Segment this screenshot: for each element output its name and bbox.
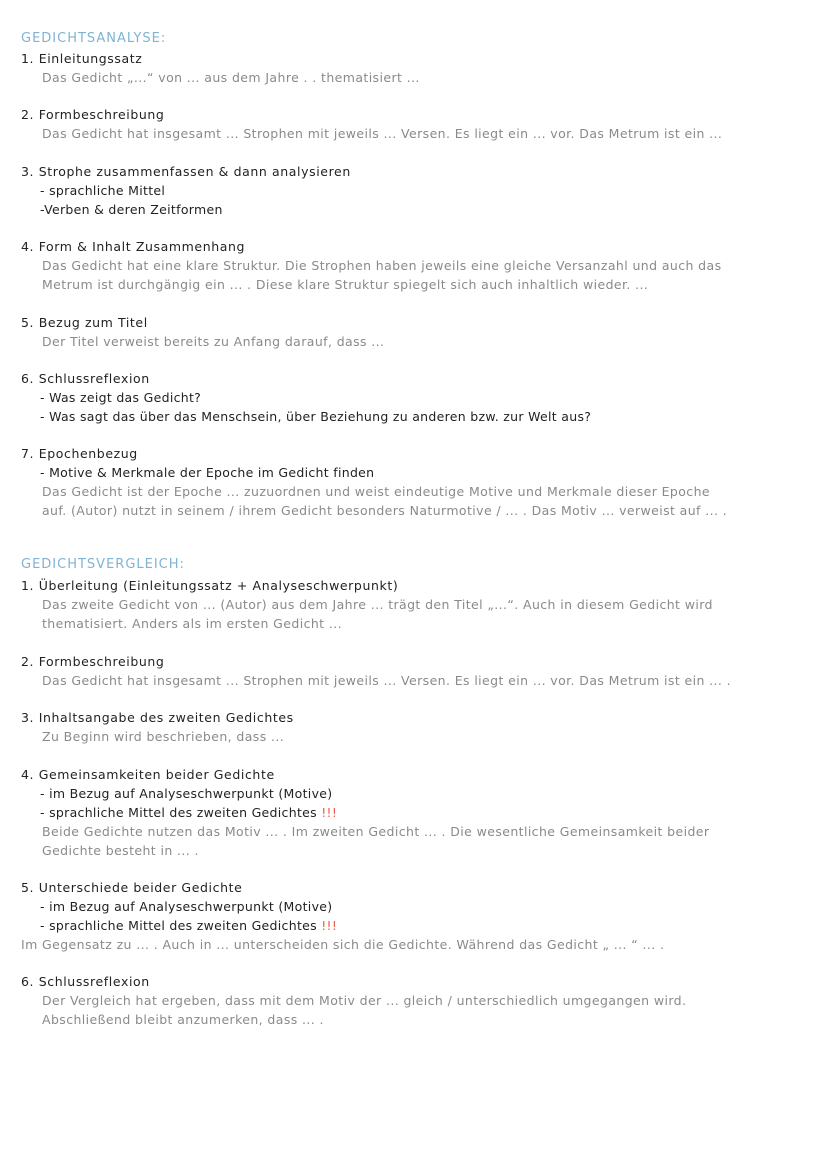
- example-text: Zu Beginn wird beschrieben, dass ...: [42, 729, 285, 744]
- section-title: 3. Inhaltsangabe des zweiten Gedichtes: [21, 710, 294, 725]
- example-text: auf. (Autor) nutzt in seinem / ihrem Gedicht besonders Naturmotive / ... . Das Motiv ... verweist auf ... .: [42, 503, 728, 518]
- section-title: 7. Epochenbezug: [21, 446, 138, 461]
- example-text: Das Gedicht hat insgesamt ... Strophen mit jeweils ... Versen. Es liegt ein ... vor. Das Metrum ist ein ... .: [42, 673, 732, 688]
- bullet-item: -Verben & deren Zeitformen: [40, 202, 223, 217]
- example-text: Metrum ist durchgängig ein ... . Diese klare Struktur spiegelt sich auch inhaltlich wieder. ...: [42, 277, 649, 292]
- comparison-section-2: [21, 652, 811, 690]
- section-title: 5. Unterschiede beider Gedichte: [21, 880, 243, 895]
- analysis-section-2: [21, 105, 811, 143]
- example-text: Im Gegensatz zu ... . Auch in ... unterscheiden sich die Gedichte. Während das Gedicht „ ... “ ... .: [21, 937, 665, 952]
- exclamation-marks: !!!: [321, 805, 338, 820]
- bullet-item: - im Bezug auf Analyseschwerpunkt (Motive): [40, 786, 333, 801]
- analysis-section-4: [21, 237, 811, 294]
- section-title: 2. Formbeschreibung: [21, 107, 165, 122]
- analysis-section-6: [21, 369, 811, 426]
- example-text: Das Gedicht hat eine klare Struktur. Die Strophen haben jeweils eine gleiche Versanzahl und auch das: [42, 258, 722, 273]
- section-title: 6. Schlussreflexion: [21, 974, 150, 989]
- comparison-section-1: [21, 576, 811, 633]
- section-title: 1. Überleitung (Einleitungssatz + Analyseschwerpunkt): [21, 578, 399, 593]
- bullet-item: [21, 803, 811, 822]
- bullet-item: [21, 916, 811, 935]
- example-text: thematisiert. Anders als im ersten Gedicht ...: [42, 616, 342, 631]
- example-text: Abschließend bleibt anzumerken, dass ... .: [42, 1012, 324, 1027]
- section-title: 3. Strophe zusammenfassen & dann analysieren: [21, 164, 351, 179]
- bullet-item: - Was zeigt das Gedicht?: [40, 390, 202, 405]
- comparison-section-6: [21, 972, 811, 1029]
- example-text: Das Gedicht „...“ von ... aus dem Jahre . . thematisiert ...: [42, 70, 420, 85]
- example-text: Der Vergleich hat ergeben, dass mit dem Motiv der ... gleich / unterschiedlich umgegangen wird.: [42, 993, 687, 1008]
- analysis-section-7: [21, 444, 811, 520]
- bullet-item: - Was sagt das über das Menschsein, über Beziehung zu anderen bzw. zur Welt aus?: [40, 409, 592, 424]
- bullet-text: - sprachliche Mittel des zweiten Gedichtes: [40, 918, 317, 933]
- example-text: Das Gedicht hat insgesamt ... Strophen mit jeweils ... Versen. Es liegt ein ... vor. Das Metrum ist ein ...: [42, 126, 723, 141]
- bullet-item: - sprachliche Mittel: [40, 183, 166, 198]
- analysis-section-3: [21, 162, 811, 219]
- section-title: 4. Gemeinsamkeiten beider Gedichte: [21, 767, 275, 782]
- section-title: 4. Form & Inhalt Zusammenhang: [21, 239, 246, 254]
- example-text: Das Gedicht ist der Epoche ... zuzuordnen und weist eindeutige Motive und Merkmale dieser Epoche: [42, 484, 710, 499]
- bullet-item: - Motive & Merkmale der Epoche im Gedicht finden: [40, 465, 375, 480]
- example-text: Das zweite Gedicht von ... (Autor) aus dem Jahre ... trägt den Titel „...“. Auch in diesem Gedicht wird: [42, 597, 713, 612]
- section-title: 1. Einleitungssatz: [21, 51, 143, 66]
- comparison-section-5: [21, 878, 811, 954]
- section-title: 6. Schlussreflexion: [21, 371, 150, 386]
- exclamation-marks: !!!: [321, 918, 338, 933]
- section-title: 2. Formbeschreibung: [21, 654, 165, 669]
- analysis-section-5: [21, 313, 811, 351]
- section-title: 5. Bezug zum Titel: [21, 315, 148, 330]
- analysis-heading: GEDICHTSANALYSE:: [21, 31, 167, 46]
- example-text: Gedichte besteht in ... .: [42, 843, 199, 858]
- comparison-heading: GEDICHTSVERGLEICH:: [21, 557, 185, 572]
- example-text: Der Titel verweist bereits zu Anfang darauf, dass ...: [42, 334, 385, 349]
- comparison-section-3: [21, 708, 811, 746]
- bullet-text: - sprachliche Mittel des zweiten Gedichtes: [40, 805, 317, 820]
- analysis-section-1: [21, 49, 811, 87]
- comparison-section-4: [21, 765, 811, 860]
- bullet-item: - im Bezug auf Analyseschwerpunkt (Motive): [40, 899, 333, 914]
- example-text: Beide Gedichte nutzen das Motiv ... . Im zweiten Gedicht ... . Die wesentliche Gemeinsamkeit beider: [42, 824, 710, 839]
